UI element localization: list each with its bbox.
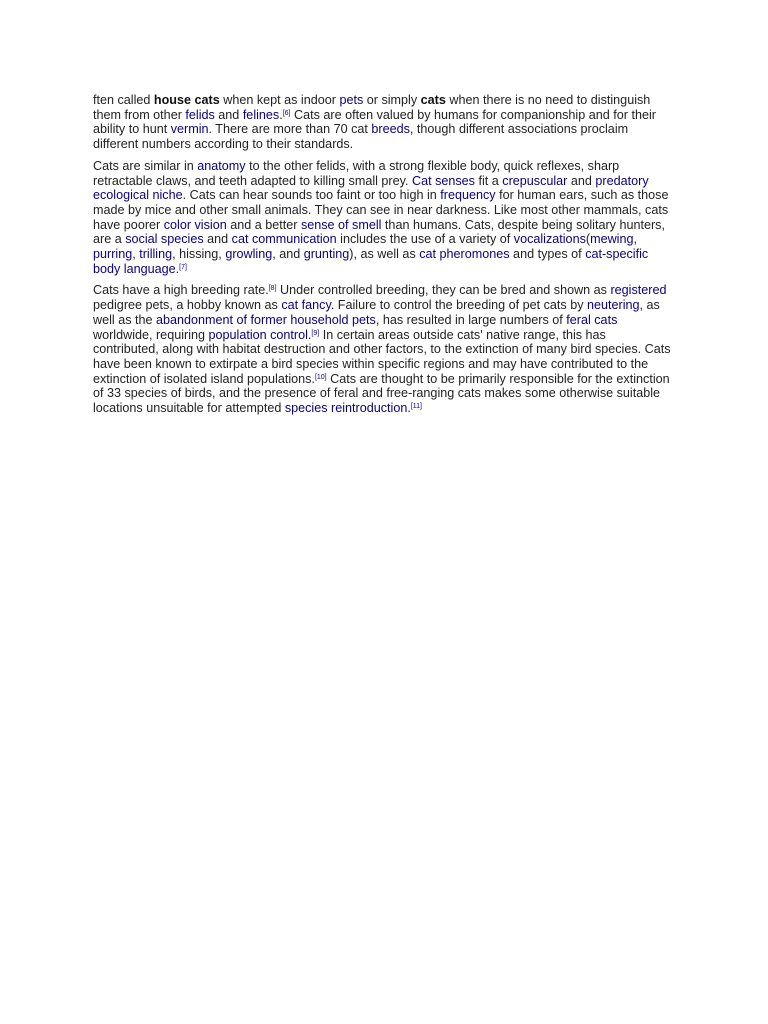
text-run: worldwide, requiring (93, 327, 209, 342)
text-run: Cats have a high breeding rate. (93, 283, 269, 298)
link-cat-specific-body-language[interactable]: cat-specific body language (93, 247, 649, 276)
link-population-control[interactable]: population control (208, 327, 308, 342)
text-run: or simply (363, 93, 421, 107)
link-growling[interactable]: growling (225, 247, 273, 262)
text-run: when kept as indoor (219, 93, 340, 107)
text-run: and (203, 232, 232, 247)
link-vermin[interactable]: vermin (170, 122, 209, 137)
text-run: includes the use of a variety of (336, 232, 514, 247)
link-cat-fancy[interactable]: cat fancy (281, 298, 331, 313)
text-run: , has resulted in large numbers of (375, 312, 567, 327)
paragraph-1 (93, 93, 673, 152)
text-run: and types of (509, 247, 586, 262)
text-run: and (567, 173, 596, 188)
link-feral-cats[interactable]: feral cats (566, 312, 618, 327)
text-run: . There are more than 70 cat (208, 122, 372, 137)
link-neutering[interactable]: neutering (587, 298, 640, 313)
link-registered[interactable]: registered (610, 283, 667, 298)
text-run: Under controlled breeding, they can be bred and shown as (276, 283, 611, 298)
link-cat-senses[interactable]: Cat senses (411, 173, 475, 188)
text-run: , hissing, (172, 247, 226, 262)
text-run: for human ears, such as those made by mice and other small animals. They can see in near darkness. Like most other mammals, cats have poorer (93, 188, 669, 232)
text-run: ), as well as (349, 247, 420, 262)
paragraph-2 (93, 159, 673, 277)
link-frequency[interactable]: frequency (440, 188, 496, 203)
link-predatory-ecological-niche[interactable]: predatory ecological niche (93, 173, 649, 203)
link-pets[interactable]: pets (339, 93, 364, 107)
article-body (93, 93, 673, 423)
link-anatomy[interactable]: anatomy (197, 158, 246, 173)
citation-ref[interactable]: [9] (311, 329, 320, 337)
text-run: and a better (226, 217, 301, 232)
text-run: . (307, 327, 312, 342)
text-run: , though different associations proclaim different numbers according to their standards. (93, 122, 629, 152)
text-run: , and (272, 247, 304, 262)
text-run: pedigree pets, a hobby known as (93, 298, 282, 313)
link-cat-communication[interactable]: cat communication (231, 232, 337, 247)
link-vocalizations[interactable]: vocalizations (513, 232, 586, 247)
citation-ref[interactable]: [8] (268, 285, 277, 293)
link-breeds[interactable]: breeds (371, 122, 410, 137)
link-grunting[interactable]: grunting (303, 247, 350, 262)
text-run: , (132, 247, 140, 262)
text-run: . (279, 107, 283, 122)
text-run: Cats are thought to be primarily responsible for the extinction of 33 species of birds, and the presence of feral and free-ranging cats makes some otherwise suitable locations unsuitable for attempted (93, 371, 670, 416)
citation-ref[interactable]: [10] (314, 373, 327, 381)
text-run: . (407, 401, 411, 416)
bold-term: cats (420, 93, 446, 107)
text-run: fit a (474, 173, 503, 188)
text-run: , (633, 232, 637, 247)
text-run: , as well as the (93, 298, 660, 327)
text-run: ften called (93, 93, 154, 107)
link-felids[interactable]: felids (185, 107, 215, 122)
citation-ref[interactable]: [11] (410, 403, 422, 411)
text-run: when there is no need to distinguish them from other (93, 93, 651, 122)
link-cat-pheromones[interactable]: cat pheromones (419, 247, 510, 262)
text-run: Cats are often valued by humans for companionship and for their ability to hunt (93, 107, 656, 137)
text-run: . Failure to control the breeding of pet cats by (330, 298, 588, 313)
text-run: and (214, 107, 243, 122)
text-run: . (175, 261, 180, 276)
link-color-vision[interactable]: color vision (163, 217, 227, 232)
link-mewing[interactable]: mewing (590, 232, 634, 247)
citation-ref[interactable]: [7] (179, 263, 187, 271)
citation-ref[interactable]: [6] (282, 109, 291, 117)
bold-term: house cats (153, 93, 220, 107)
link-crepuscular[interactable]: crepuscular (502, 173, 568, 188)
text-run: . Cats can hear sounds too faint or too high in (182, 188, 441, 203)
text-run: In certain areas outside cats' native range, this has contributed, along with habitat destruction and other factors, to the extinction of many bird species. Cats have been known to extirpate a bird species within specific regions and may have contributed to the extinction of isolated island populations. (93, 327, 671, 386)
text-run: than humans. Cats, despite being solitary hunters, are a (93, 217, 665, 247)
link-abandonment-of-former-household-pets[interactable]: abandonment of former household pets (156, 312, 376, 327)
text-run: to the other felids, with a strong flexible body, quick reflexes, sharp retractable claws, and teeth adapted to killing small prey. (93, 158, 620, 188)
link-felines[interactable]: felines (242, 107, 280, 122)
link-social-species[interactable]: social species (125, 232, 204, 247)
text-run: ( (585, 232, 591, 247)
link-sense-of-smell[interactable]: sense of smell (300, 217, 382, 232)
paragraph-3 (93, 283, 673, 415)
link-species-reintroduction[interactable]: species reintroduction (284, 401, 408, 416)
link-trilling[interactable]: trilling (139, 247, 173, 262)
link-purring[interactable]: purring (93, 247, 133, 262)
text-run: Cats are similar in (93, 158, 198, 173)
